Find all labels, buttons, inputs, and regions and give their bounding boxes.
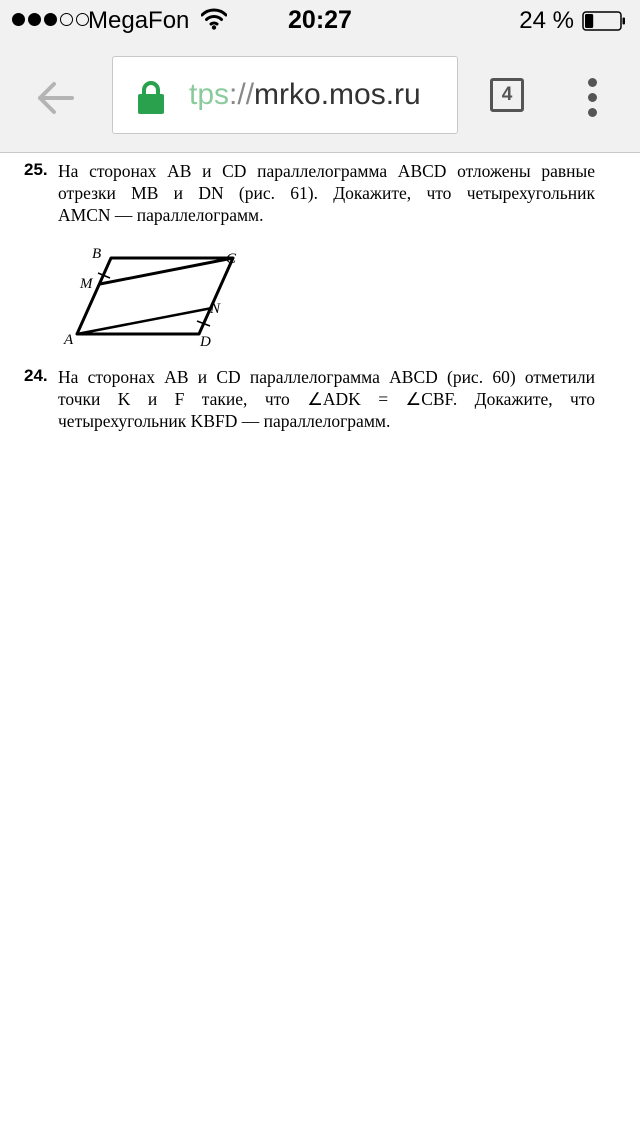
label-b: B <box>92 246 102 262</box>
segment-an <box>77 308 212 334</box>
clock: 20:27 <box>288 6 352 34</box>
problem-text-line: точки K и F такие, что ∠ADK = ∠CBF. Докажите, что <box>58 389 595 409</box>
label-a: A <box>64 332 74 348</box>
segment-mc <box>100 258 233 284</box>
menu-dot <box>588 78 597 87</box>
status-bar <box>0 0 640 40</box>
parallelogram-abcd <box>77 258 233 334</box>
url-host: mrko.mos.ru <box>254 78 421 111</box>
problem-text-line: На сторонах AB и CD параллелограмма ABCD (рис. 60) отметили <box>58 367 595 387</box>
url-text <box>189 78 421 112</box>
lock-icon <box>137 79 165 115</box>
problem-text-line: четырехугольник KBFD — параллелограмм. <box>58 411 391 431</box>
url-separator: :// <box>229 78 255 111</box>
browser-toolbar <box>0 40 640 153</box>
problem-text-line: AMCN — параллелограмм. <box>58 205 264 225</box>
problem-text-line: На сторонах AB и CD параллелограмма ABCD отложены равные <box>58 161 595 181</box>
label-d: D <box>200 334 211 350</box>
page-content <box>0 153 640 1136</box>
menu-dot <box>588 108 597 117</box>
label-n: N <box>210 301 221 317</box>
problem-number: 25. <box>24 160 48 179</box>
tab-switcher-button[interactable]: 4 <box>490 78 524 112</box>
carrier-name: MegaFon <box>88 7 190 34</box>
problem-number: 24. <box>24 366 48 385</box>
menu-dot <box>588 93 597 102</box>
battery-icon <box>582 10 626 30</box>
url-bar[interactable] <box>112 56 458 134</box>
label-m: M <box>80 276 93 292</box>
problem-text-line: отрезки MB и DN (рис. 61). Докажите, что четырехугольник <box>58 183 595 203</box>
label-c: C <box>226 251 237 267</box>
battery-percent: 24 % <box>519 7 574 34</box>
url-scheme: tps <box>189 78 230 111</box>
back-arrow-icon[interactable] <box>34 76 78 120</box>
parallelogram-figure <box>60 246 260 351</box>
overflow-menu-icon[interactable] <box>580 76 606 120</box>
